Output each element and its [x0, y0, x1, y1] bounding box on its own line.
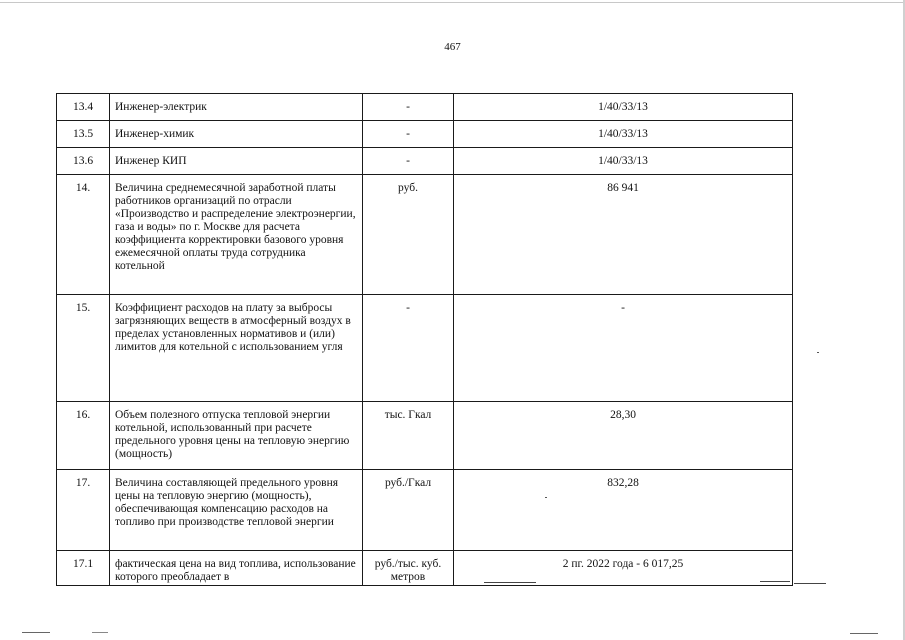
- row-name: Величина составляющей предельного уровня цены на тепловую энергию (мощность), обеспечивающая компенсацию расходов на топливо при производстве тепловой энергии: [110, 470, 363, 551]
- row-unit: тыс. Гкал: [363, 402, 454, 470]
- scan-speck: [484, 582, 536, 583]
- row-unit: -: [363, 148, 454, 175]
- row-number: 13.4: [57, 94, 110, 121]
- row-number: 13.6: [57, 148, 110, 175]
- row-number: 15.: [57, 295, 110, 402]
- scan-speck: [760, 581, 790, 582]
- scan-speck: [817, 352, 819, 353]
- row-name: Инженер-химик: [110, 121, 363, 148]
- row-number: 14.: [57, 175, 110, 295]
- row-name: Величина среднемесячной заработной платы работников организаций по отрасли «Производство и распределение электроэнергии, газа и воды» по г. Москве для расчета коэффициента корректировки базового уровня ежемесячной оплаты труда сотрудника котельной: [110, 175, 363, 295]
- parameters-table: [56, 93, 793, 586]
- scan-speck: [22, 632, 50, 633]
- table-row: [57, 148, 793, 175]
- row-value: 1/40/33/13: [454, 94, 793, 121]
- row-number: 17.: [57, 470, 110, 551]
- row-value: 1/40/33/13: [454, 148, 793, 175]
- row-value: 832,28: [454, 470, 793, 551]
- row-unit: -: [363, 295, 454, 402]
- row-name: Инженер КИП: [110, 148, 363, 175]
- scan-speck: [850, 633, 878, 634]
- row-unit: -: [363, 94, 454, 121]
- row-name: фактическая цена на вид топлива, использование которого преобладает в: [110, 551, 363, 586]
- row-name: Объем полезного отпуска тепловой энергии котельной, использованный при расчете предельного уровня цены на тепловую энергию (мощность): [110, 402, 363, 470]
- scan-top-edge-line: [0, 2, 905, 3]
- row-value: 86 941: [454, 175, 793, 295]
- table-row: [57, 295, 793, 402]
- row-unit: -: [363, 121, 454, 148]
- row-unit: руб.: [363, 175, 454, 295]
- row-value: 28,30: [454, 402, 793, 470]
- row-unit: руб./тыс. куб. метров: [363, 551, 454, 586]
- scan-speck: [794, 583, 826, 584]
- page-number: 467: [444, 41, 461, 53]
- row-value: 2 пг. 2022 года - 6 017,25: [454, 551, 793, 586]
- scan-speck: [92, 632, 108, 633]
- row-name: Коэффициент расходов на плату за выбросы загрязняющих веществ в атмосферный воздух в пределах установленных нормативов и (или) лимитов для котельной с использованием угля: [110, 295, 363, 402]
- table-row: [57, 470, 793, 551]
- row-value: -: [454, 295, 793, 402]
- table-row: [57, 94, 793, 121]
- table-row: [57, 402, 793, 470]
- table-row: [57, 121, 793, 148]
- scan-speck: [545, 497, 547, 498]
- row-value: 1/40/33/13: [454, 121, 793, 148]
- row-unit: руб./Гкал: [363, 470, 454, 551]
- row-number: 17.1: [57, 551, 110, 586]
- table-row: [57, 551, 793, 586]
- row-number: 16.: [57, 402, 110, 470]
- row-name: Инженер-электрик: [110, 94, 363, 121]
- row-number: 13.5: [57, 121, 110, 148]
- table-row: [57, 175, 793, 295]
